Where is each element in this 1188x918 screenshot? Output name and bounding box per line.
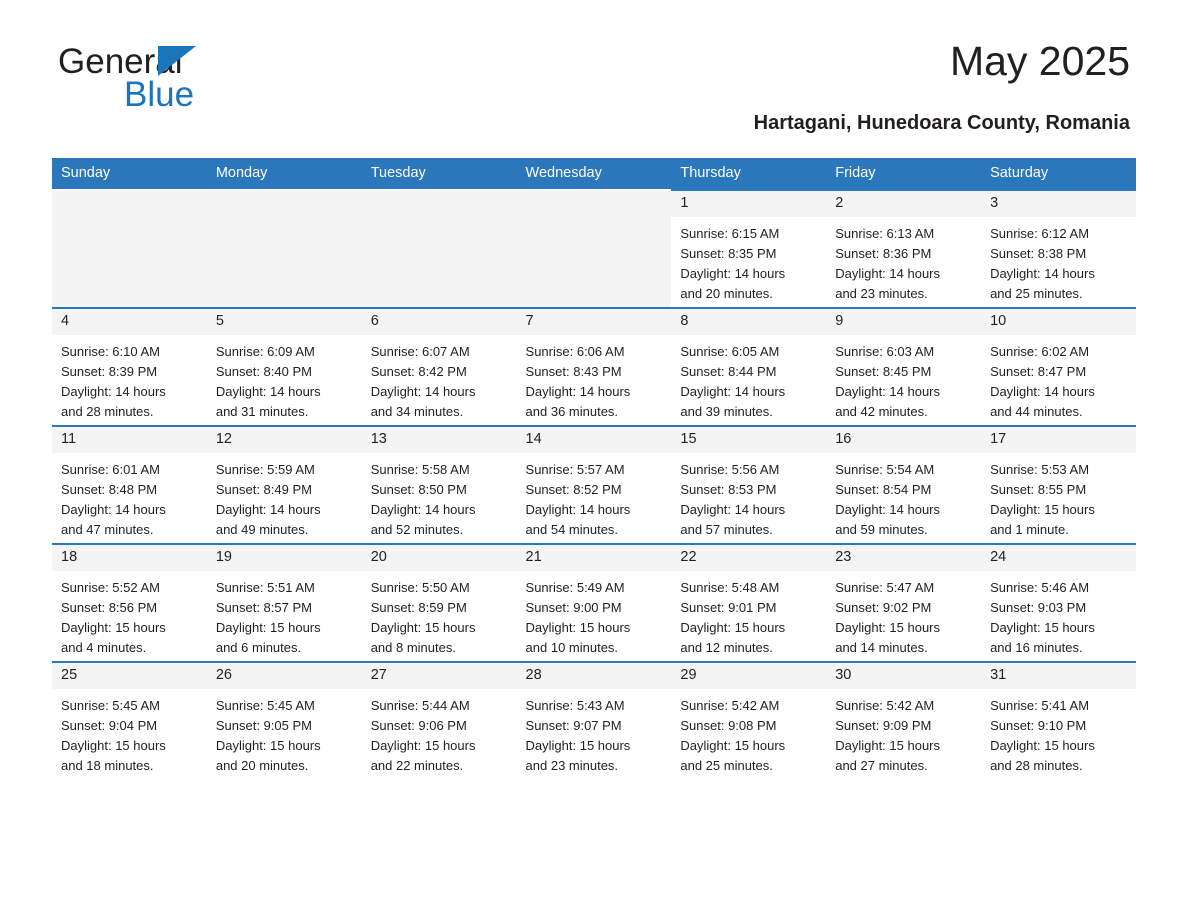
- detail-sunset: Sunset: 8:55 PM: [990, 482, 1087, 497]
- detail-sunset: Sunset: 8:39 PM: [61, 364, 158, 379]
- detail-daylight-line2: and 52 minutes.: [370, 522, 464, 537]
- calendar-day-number: 1: [671, 191, 826, 217]
- calendar-day[interactable]: [52, 425, 207, 543]
- detail-daylight-line1: Daylight: 14 hours: [370, 502, 476, 517]
- calendar-cell: [981, 425, 1136, 543]
- detail-sunset: Sunset: 9:05 PM: [215, 718, 312, 733]
- calendar-day[interactable]: [207, 661, 362, 779]
- detail-daylight-line2: and 28 minutes.: [61, 404, 154, 419]
- detail-daylight-line1: Daylight: 15 hours: [990, 502, 1095, 517]
- detail-daylight-line1: Daylight: 14 hours: [61, 384, 166, 399]
- page-title: May 2025: [949, 38, 1130, 84]
- calendar-day-number: 4: [52, 309, 207, 335]
- detail-sunrise: Sunrise: 5:52 AM: [61, 580, 160, 595]
- calendar-cell: [517, 543, 672, 661]
- calendar-cell: [981, 543, 1136, 661]
- detail-sunset: Sunset: 8:49 PM: [215, 482, 312, 497]
- detail-daylight-line1: Daylight: 15 hours: [835, 620, 940, 635]
- sunrise-sunset-calendar: [52, 158, 1136, 779]
- detail-daylight-line2: and 44 minutes.: [990, 404, 1083, 419]
- detail-sunrise: Sunrise: 6:13 AM: [835, 226, 935, 241]
- calendar-day[interactable]: [207, 543, 362, 661]
- calendar-day[interactable]: [517, 543, 672, 661]
- calendar-day-details: [981, 217, 1136, 304]
- calendar-day[interactable]: [671, 661, 826, 779]
- calendar-day[interactable]: [826, 661, 981, 779]
- detail-sunrise: Sunrise: 5:46 AM: [990, 580, 1090, 595]
- calendar-cell: [826, 543, 981, 661]
- calendar-cell: [207, 307, 362, 425]
- detail-sunset: Sunset: 9:01 PM: [680, 600, 777, 615]
- calendar-day-empty: [207, 189, 362, 307]
- calendar-cell: [517, 425, 672, 543]
- detail-sunset: Sunset: 8:56 PM: [61, 600, 158, 615]
- calendar-week-row: [52, 307, 1136, 425]
- calendar-cell: [362, 307, 517, 425]
- detail-daylight-line2: and 54 minutes.: [525, 522, 619, 537]
- calendar-day-details: [671, 571, 826, 658]
- detail-sunrise: Sunrise: 6:02 AM: [990, 344, 1090, 359]
- calendar-day-number: 16: [826, 427, 981, 453]
- calendar-cell: [362, 189, 517, 307]
- detail-sunrise: Sunrise: 5:49 AM: [525, 580, 625, 595]
- calendar-day-details: [362, 335, 517, 422]
- detail-daylight-line1: Daylight: 15 hours: [990, 738, 1095, 753]
- calendar-day[interactable]: [52, 543, 207, 661]
- detail-daylight-line2: and 20 minutes.: [680, 286, 773, 301]
- weekday-header-tuesday: Tuesday: [362, 158, 517, 189]
- calendar-day[interactable]: [362, 661, 517, 779]
- detail-sunrise: Sunrise: 5:41 AM: [990, 698, 1090, 713]
- calendar-body: [52, 189, 1136, 779]
- calendar-week-row: [52, 189, 1136, 307]
- calendar-day-number: 17: [981, 427, 1136, 453]
- calendar-day-number: 26: [207, 663, 362, 689]
- calendar-day-number: [517, 191, 672, 217]
- calendar-day-number: 13: [362, 427, 517, 453]
- calendar-cell: [207, 543, 362, 661]
- calendar-day[interactable]: [52, 661, 207, 779]
- detail-sunset: Sunset: 9:08 PM: [680, 718, 777, 733]
- calendar-cell: [981, 307, 1136, 425]
- detail-daylight-line1: Daylight: 14 hours: [525, 384, 631, 399]
- detail-sunset: Sunset: 8:38 PM: [990, 246, 1087, 261]
- detail-daylight-line2: and 39 minutes.: [680, 404, 773, 419]
- calendar-week-row: [52, 543, 1136, 661]
- calendar-day-number: 30: [826, 663, 981, 689]
- calendar-day-number: 24: [981, 545, 1136, 571]
- detail-daylight-line1: Daylight: 14 hours: [680, 384, 786, 399]
- calendar-day-details: [517, 689, 672, 776]
- detail-sunset: Sunset: 8:47 PM: [990, 364, 1087, 379]
- detail-daylight-line1: Daylight: 14 hours: [835, 502, 940, 517]
- detail-daylight-line1: Daylight: 14 hours: [680, 502, 786, 517]
- calendar-cell: [517, 307, 672, 425]
- calendar-day-number: 19: [207, 545, 362, 571]
- detail-daylight-line2: and 22 minutes.: [370, 758, 464, 773]
- detail-daylight-line1: Daylight: 15 hours: [370, 738, 476, 753]
- calendar-cell: [981, 661, 1136, 779]
- calendar-day[interactable]: [826, 543, 981, 661]
- detail-daylight-line2: and 10 minutes.: [525, 640, 619, 655]
- calendar-day-number: 31: [981, 663, 1136, 689]
- calendar-day-empty: [362, 189, 517, 307]
- weekday-header-sunday: Sunday: [52, 158, 207, 189]
- detail-daylight-line1: Daylight: 15 hours: [370, 620, 476, 635]
- detail-sunrise: Sunrise: 5:53 AM: [990, 462, 1090, 477]
- calendar-cell: [517, 189, 672, 307]
- calendar-cell: [671, 661, 826, 779]
- calendar-day-details: [826, 453, 981, 540]
- calendar-day-number: 25: [52, 663, 207, 689]
- detail-sunset: Sunset: 8:40 PM: [215, 364, 312, 379]
- detail-daylight-line1: Daylight: 14 hours: [370, 384, 476, 399]
- detail-sunrise: Sunrise: 5:45 AM: [61, 698, 160, 713]
- detail-daylight-line2: and 1 minute.: [990, 522, 1069, 537]
- calendar-cell: [671, 189, 826, 307]
- detail-daylight-line1: Daylight: 14 hours: [215, 502, 321, 517]
- calendar-day[interactable]: [826, 425, 981, 543]
- detail-sunset: Sunset: 8:45 PM: [835, 364, 932, 379]
- detail-daylight-line2: and 23 minutes.: [835, 286, 928, 301]
- detail-sunset: Sunset: 8:50 PM: [370, 482, 467, 497]
- detail-daylight-line1: Daylight: 14 hours: [990, 266, 1095, 281]
- detail-daylight-line1: Daylight: 15 hours: [61, 620, 166, 635]
- calendar-day[interactable]: [671, 307, 826, 425]
- calendar-day[interactable]: [981, 661, 1136, 779]
- weekday-header-friday: Friday: [826, 158, 981, 189]
- calendar-cell: [671, 425, 826, 543]
- detail-daylight-line1: Daylight: 15 hours: [215, 738, 321, 753]
- calendar-day-details: [826, 689, 981, 776]
- detail-sunrise: Sunrise: 5:50 AM: [370, 580, 470, 595]
- detail-daylight-line1: Daylight: 15 hours: [990, 620, 1095, 635]
- calendar-cell: [52, 307, 207, 425]
- calendar-day-number: 27: [362, 663, 517, 689]
- detail-daylight-line2: and 59 minutes.: [835, 522, 928, 537]
- calendar-day[interactable]: [981, 189, 1136, 307]
- calendar-day-details: [362, 571, 517, 658]
- calendar-day[interactable]: [52, 307, 207, 425]
- calendar-day-number: 9: [826, 309, 981, 335]
- detail-sunrise: Sunrise: 6:12 AM: [990, 226, 1090, 241]
- calendar-day-number: 6: [362, 309, 517, 335]
- calendar-day-details: [671, 335, 826, 422]
- calendar-day-details: [826, 217, 981, 304]
- weekday-header-wednesday: Wednesday: [517, 158, 672, 189]
- logo-text-blue: Blue: [124, 75, 195, 114]
- weekday-header-row: [52, 158, 1136, 189]
- detail-sunset: Sunset: 8:52 PM: [525, 482, 622, 497]
- calendar-cell: [826, 189, 981, 307]
- calendar-day-number: 5: [207, 309, 362, 335]
- calendar-day-number: 10: [981, 309, 1136, 335]
- detail-daylight-line1: Daylight: 14 hours: [680, 266, 786, 281]
- calendar-day-details: [52, 335, 207, 422]
- detail-daylight-line2: and 27 minutes.: [835, 758, 928, 773]
- detail-sunset: Sunset: 9:04 PM: [61, 718, 158, 733]
- detail-sunset: Sunset: 8:57 PM: [215, 600, 312, 615]
- detail-sunrise: Sunrise: 5:47 AM: [835, 580, 935, 595]
- calendar-day-empty: [52, 189, 207, 307]
- calendar-day-details: [826, 335, 981, 422]
- detail-sunset: Sunset: 9:02 PM: [835, 600, 932, 615]
- detail-daylight-line1: Daylight: 15 hours: [525, 738, 631, 753]
- detail-daylight-line1: Daylight: 14 hours: [525, 502, 631, 517]
- detail-daylight-line2: and 36 minutes.: [525, 404, 619, 419]
- detail-daylight-line1: Daylight: 14 hours: [835, 384, 940, 399]
- detail-daylight-line2: and 14 minutes.: [835, 640, 928, 655]
- calendar-cell: [362, 661, 517, 779]
- calendar-day-details: [671, 453, 826, 540]
- calendar-day[interactable]: [362, 543, 517, 661]
- weekday-header-thursday: Thursday: [671, 158, 826, 189]
- detail-sunrise: Sunrise: 5:45 AM: [215, 698, 315, 713]
- detail-daylight-line2: and 31 minutes.: [215, 404, 309, 419]
- detail-sunrise: Sunrise: 6:01 AM: [61, 462, 160, 477]
- detail-sunset: Sunset: 9:00 PM: [525, 600, 622, 615]
- detail-sunset: Sunset: 8:42 PM: [370, 364, 467, 379]
- calendar-cell: [52, 661, 207, 779]
- calendar-day-details: [981, 453, 1136, 540]
- calendar-day-number: [207, 191, 362, 217]
- calendar-cell: [362, 543, 517, 661]
- detail-sunset: Sunset: 9:03 PM: [990, 600, 1087, 615]
- detail-daylight-line1: Daylight: 15 hours: [835, 738, 940, 753]
- detail-daylight-line2: and 20 minutes.: [215, 758, 309, 773]
- detail-daylight-line1: Daylight: 15 hours: [680, 620, 786, 635]
- detail-sunset: Sunset: 8:35 PM: [680, 246, 777, 261]
- calendar-day[interactable]: [981, 307, 1136, 425]
- calendar-cell: [207, 425, 362, 543]
- detail-daylight-line1: Daylight: 15 hours: [61, 738, 166, 753]
- detail-daylight-line2: and 23 minutes.: [525, 758, 619, 773]
- calendar-day-number: 20: [362, 545, 517, 571]
- calendar-cell: [671, 543, 826, 661]
- calendar-cell: [671, 307, 826, 425]
- detail-sunrise: Sunrise: 5:43 AM: [525, 698, 625, 713]
- calendar-day-details: [362, 689, 517, 776]
- detail-daylight-line1: Daylight: 14 hours: [990, 384, 1095, 399]
- weekday-header-monday: Monday: [207, 158, 362, 189]
- page-header: [52, 0, 1136, 134]
- calendar-cell: [52, 189, 207, 307]
- detail-sunrise: Sunrise: 6:09 AM: [215, 344, 315, 359]
- detail-sunset: Sunset: 8:36 PM: [835, 246, 932, 261]
- detail-sunset: Sunset: 9:06 PM: [370, 718, 467, 733]
- detail-daylight-line1: Daylight: 14 hours: [215, 384, 321, 399]
- calendar-day-details: [207, 335, 362, 422]
- calendar-day-details: [981, 689, 1136, 776]
- calendar-day[interactable]: [362, 307, 517, 425]
- calendar-day-details: [207, 453, 362, 540]
- detail-sunset: Sunset: 8:53 PM: [680, 482, 777, 497]
- calendar-day-details: [517, 453, 672, 540]
- logo-triangle-icon: [158, 46, 196, 76]
- detail-sunrise: Sunrise: 6:06 AM: [525, 344, 625, 359]
- detail-daylight-line1: Daylight: 15 hours: [215, 620, 321, 635]
- detail-sunrise: Sunrise: 6:10 AM: [61, 344, 160, 359]
- calendar-day-details: [52, 453, 207, 540]
- detail-sunset: Sunset: 8:43 PM: [525, 364, 622, 379]
- location-subtitle: Hartagani, Hunedoara County, Romania: [753, 112, 1130, 134]
- detail-daylight-line2: and 34 minutes.: [370, 404, 464, 419]
- calendar-day-details: [826, 571, 981, 658]
- calendar-day-number: 21: [517, 545, 672, 571]
- detail-daylight-line1: Daylight: 15 hours: [525, 620, 631, 635]
- calendar-day-number: 3: [981, 191, 1136, 217]
- calendar-cell: [517, 661, 672, 779]
- detail-sunrise: Sunrise: 5:57 AM: [525, 462, 625, 477]
- calendar-day[interactable]: [826, 189, 981, 307]
- detail-daylight-line1: Daylight: 14 hours: [61, 502, 166, 517]
- calendar-week-row: [52, 661, 1136, 779]
- calendar-day[interactable]: [362, 425, 517, 543]
- detail-sunset: Sunset: 9:10 PM: [990, 718, 1087, 733]
- calendar-cell: [981, 189, 1136, 307]
- calendar-day-details: [517, 335, 672, 422]
- calendar-day-number: 7: [517, 309, 672, 335]
- detail-sunrise: Sunrise: 5:59 AM: [215, 462, 315, 477]
- detail-sunrise: Sunrise: 6:05 AM: [680, 344, 780, 359]
- calendar-day-number: 18: [52, 545, 207, 571]
- calendar-day-details: [207, 689, 362, 776]
- calendar-day[interactable]: [671, 189, 826, 307]
- detail-daylight-line2: and 25 minutes.: [680, 758, 773, 773]
- calendar-cell: [207, 189, 362, 307]
- calendar-day-details: [207, 571, 362, 658]
- detail-sunrise: Sunrise: 5:56 AM: [680, 462, 780, 477]
- calendar-cell: [826, 425, 981, 543]
- detail-sunrise: Sunrise: 5:48 AM: [680, 580, 780, 595]
- detail-daylight-line2: and 25 minutes.: [990, 286, 1083, 301]
- calendar-day-details: [671, 217, 826, 304]
- calendar-day[interactable]: [207, 425, 362, 543]
- detail-daylight-line2: and 12 minutes.: [680, 640, 773, 655]
- detail-daylight-line2: and 49 minutes.: [215, 522, 309, 537]
- calendar-day-details: [52, 571, 207, 658]
- calendar-day-number: 14: [517, 427, 672, 453]
- detail-daylight-line2: and 6 minutes.: [215, 640, 302, 655]
- detail-sunset: Sunset: 8:48 PM: [61, 482, 158, 497]
- detail-sunrise: Sunrise: 6:07 AM: [370, 344, 470, 359]
- calendar-cell: [207, 661, 362, 779]
- general-blue-logo: [58, 44, 318, 114]
- detail-sunrise: Sunrise: 6:15 AM: [680, 226, 780, 241]
- detail-daylight-line1: Daylight: 15 hours: [680, 738, 786, 753]
- detail-sunrise: Sunrise: 5:42 AM: [680, 698, 780, 713]
- detail-sunset: Sunset: 8:54 PM: [835, 482, 932, 497]
- detail-sunrise: Sunrise: 5:54 AM: [835, 462, 935, 477]
- calendar-day-number: 28: [517, 663, 672, 689]
- detail-sunrise: Sunrise: 5:58 AM: [370, 462, 470, 477]
- detail-daylight-line2: and 57 minutes.: [680, 522, 773, 537]
- detail-sunset: Sunset: 8:44 PM: [680, 364, 777, 379]
- detail-sunrise: Sunrise: 6:03 AM: [835, 344, 935, 359]
- calendar-day-number: 29: [671, 663, 826, 689]
- detail-daylight-line2: and 18 minutes.: [61, 758, 154, 773]
- calendar-cell: [826, 661, 981, 779]
- calendar-day-number: 12: [207, 427, 362, 453]
- calendar-day-details: [517, 571, 672, 658]
- detail-daylight-line1: Daylight: 14 hours: [835, 266, 940, 281]
- calendar-day[interactable]: [826, 307, 981, 425]
- detail-daylight-line2: and 28 minutes.: [990, 758, 1083, 773]
- detail-sunrise: Sunrise: 5:51 AM: [215, 580, 315, 595]
- calendar-cell: [52, 543, 207, 661]
- calendar-day-number: 15: [671, 427, 826, 453]
- calendar-day-details: [981, 571, 1136, 658]
- calendar-week-row: [52, 425, 1136, 543]
- calendar-day-details: [362, 453, 517, 540]
- calendar-day[interactable]: [671, 543, 826, 661]
- calendar-day[interactable]: [981, 425, 1136, 543]
- calendar-day-number: 11: [52, 427, 207, 453]
- calendar-day-details: [52, 689, 207, 776]
- calendar-day-number: [52, 191, 207, 217]
- calendar-day[interactable]: [671, 425, 826, 543]
- detail-sunset: Sunset: 9:09 PM: [835, 718, 932, 733]
- calendar-cell: [826, 307, 981, 425]
- logo-text-general: General: [58, 42, 183, 81]
- detail-daylight-line2: and 8 minutes.: [370, 640, 456, 655]
- detail-daylight-line2: and 42 minutes.: [835, 404, 928, 419]
- calendar-day-number: 2: [826, 191, 981, 217]
- calendar-day-details: [671, 689, 826, 776]
- calendar-day[interactable]: [981, 543, 1136, 661]
- calendar-day-number: [362, 191, 517, 217]
- detail-daylight-line2: and 4 minutes.: [61, 640, 147, 655]
- calendar-day-number: 23: [826, 545, 981, 571]
- calendar-day-details: [981, 335, 1136, 422]
- calendar-day[interactable]: [517, 661, 672, 779]
- detail-sunset: Sunset: 8:59 PM: [370, 600, 467, 615]
- calendar-cell: [52, 425, 207, 543]
- calendar-day-empty: [517, 189, 672, 307]
- calendar-day[interactable]: [207, 307, 362, 425]
- detail-sunrise: Sunrise: 5:44 AM: [370, 698, 470, 713]
- calendar-day-number: 22: [671, 545, 826, 571]
- weekday-header-saturday: Saturday: [981, 158, 1136, 189]
- calendar-day[interactable]: [517, 307, 672, 425]
- calendar-cell: [362, 425, 517, 543]
- detail-daylight-line2: and 16 minutes.: [990, 640, 1083, 655]
- detail-sunrise: Sunrise: 5:42 AM: [835, 698, 935, 713]
- detail-daylight-line2: and 47 minutes.: [61, 522, 154, 537]
- calendar-day-number: 8: [671, 309, 826, 335]
- detail-sunset: Sunset: 9:07 PM: [525, 718, 622, 733]
- calendar-day[interactable]: [517, 425, 672, 543]
